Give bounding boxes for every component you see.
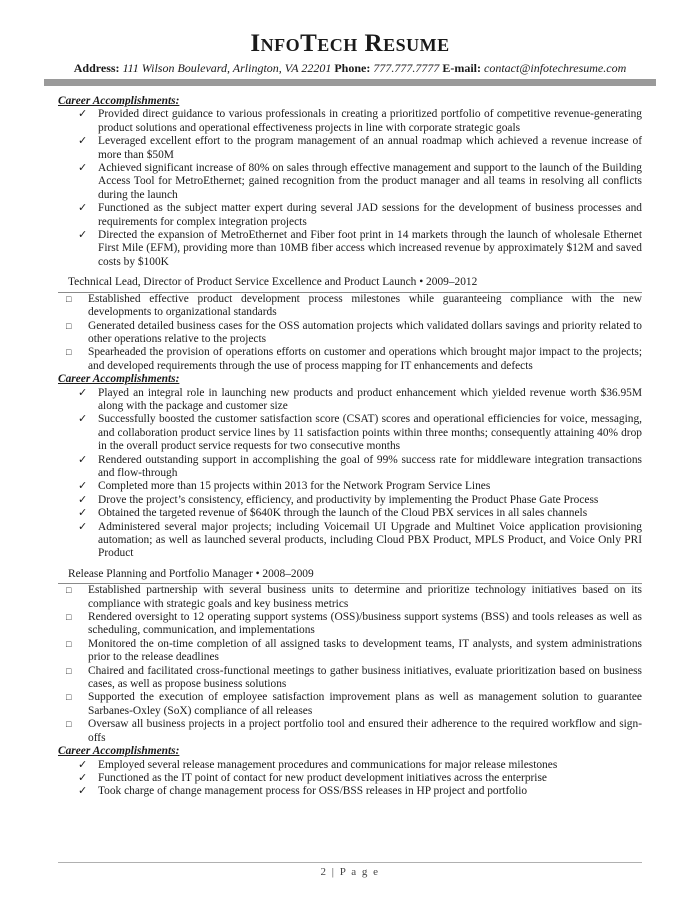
accomplishment-list (58, 759, 642, 799)
list-item: ✓ Rendered outstanding support in accomplishing the goal of 99% success rate for middleware integration transactions and flow-through (78, 453, 642, 479)
list-item: ✓ Completed more than 15 projects within 2013 for the Network Program Service Lines (78, 480, 491, 493)
check-icon: ✓ (78, 771, 88, 784)
list-item: □ Rendered oversight to 12 operating support systems (OSS)/business support systems (BSS) and tools releases as well as scheduling, communication, and implementations (66, 611, 642, 637)
check-icon: ✓ (78, 135, 88, 148)
check-icon: ✓ (78, 758, 88, 771)
list-item: □ Established partnership with several business units to determine and prioritize technology initiatives based on its compliance with strategic goals and key business metrics (66, 584, 642, 610)
address-label: Address: (73, 61, 120, 75)
accomplishment-list (58, 387, 642, 561)
square-bullet-icon: □ (66, 638, 72, 649)
check-icon: ✓ (78, 162, 88, 175)
check-icon: ✓ (78, 413, 88, 426)
square-bullet-icon: □ (66, 612, 72, 623)
contact-line (0, 61, 700, 76)
list-item: □ Spearheaded the provision of operations efforts on customer and operations which brought major impact to the projects; and developed requirements through the use of process mapping for IT enhancements and defects (66, 346, 642, 372)
list-item: ✓ Played an integral role in launching new products and product enhancement which yielded revenue worth $36.95M along with the package and customer size (78, 386, 642, 412)
list-item: □ Supported the execution of employee satisfaction improvement plans as well as management solution to guarantee Sarbanes-Oxley (SoX) compliance of all releases (66, 691, 642, 717)
check-icon: ✓ (78, 453, 88, 466)
square-bullet-icon: □ (66, 320, 72, 331)
check-icon: ✓ (78, 480, 88, 493)
list-item: ✓ Provided direct guidance to various professionals in creating a prioritized portfolio of competitive revenue-generating product solutions and operational effectiveness projects in line with corporate strategic goals (78, 108, 642, 134)
check-icon: ✓ (78, 520, 88, 533)
list-item: ✓ Obtained the targeted revenue of $640K through the launch of the Cloud PBX services in all sales channels (78, 507, 588, 520)
resume-header (0, 0, 700, 86)
list-item: □ Chaired and facilitated cross-functional meetings to gather business initiatives, evaluate prioritization based on business cases, as well as propose business solutions (66, 664, 642, 691)
list-item: □ Monitored the on-time completion of all assigned tasks to development teams, IT analysts, and system administrations prior to the release deadlines (66, 637, 642, 664)
phone-label: Phone: (334, 61, 371, 75)
square-bullet-icon: □ (66, 719, 72, 730)
resume-title: InfoTech Resume (250, 30, 450, 57)
list-item: ✓ Functioned as the IT point of contact for new product development initiatives across the enterprise (78, 771, 547, 784)
list-item: □ Generated detailed business cases for the OSS automation projects which validated dollars savings and priority related to other operations relative to the projects (66, 319, 642, 345)
header-divider (44, 79, 656, 86)
list-item: □ Established effective product development process milestones while guaranteeing compliance with the new developments to organizational standards (66, 292, 642, 319)
check-icon: ✓ (78, 202, 88, 215)
list-item: ✓ Employed several release management procedures and communications for major release milestones (78, 758, 558, 771)
check-icon: ✓ (78, 386, 88, 399)
check-icon: ✓ (78, 785, 88, 798)
email-label: E-mail: (442, 61, 482, 75)
square-bullet-icon: □ (66, 692, 72, 703)
list-item: ✓ Took charge of change management process for OSS/BSS releases in HP project and portfolio (78, 785, 528, 798)
duty-list (58, 293, 642, 373)
list-item: ✓ Leveraged excellent effort to the program management of an annual roadmap which achieved a revenue increase of more than $50M (78, 135, 642, 161)
list-item: ✓ Successfully boosted the customer satisfaction score (CSAT) scores and operational efficiencies for voice, messaging, and collaboration product service lines by 11 satisfaction points within three months; consequently attaining 40% drop in the overall product service requests for two consecutive months (78, 413, 642, 453)
career-accomplishments-heading: Career Accomplishments: (58, 745, 180, 758)
list-item: □ Oversaw all business projects in a project portfolio tool and ensured their adherence to the required workflow and sign-offs (66, 718, 642, 744)
career-accomplishments-heading: Career Accomplishments: (58, 95, 180, 107)
footer-divider (58, 862, 642, 863)
list-item: ✓ Achieved significant increase of 80% on sales through effective management and support to the launch of the Building Access Tool for MetroEthernet; gained recognition from the product manager and all teams in resolving all conflicts during the launch (78, 162, 642, 201)
duty-list (58, 584, 642, 745)
list-item: ✓ Administered several major projects; including Voicemail UI Upgrade and Multinet Voice application provisioning automation; as well as launched several products, including Cloud PBX Product, MPLS Product, and Voice Only PRI Product (78, 520, 642, 560)
check-icon: ✓ (78, 507, 88, 520)
list-item: ✓ Functioned as the subject matter expert during several JAD sessions for the development of business processes and requirements for complex integration projects (78, 202, 642, 228)
square-bullet-icon: □ (66, 585, 72, 596)
check-icon: ✓ (78, 229, 88, 242)
check-icon: ✓ (78, 493, 88, 506)
job-title-technical-lead: Technical Lead, Director of Product Service Excellence and Product Launch • 2009–2012 (58, 276, 642, 292)
check-icon: ✓ (78, 108, 88, 121)
career-accomplishments-heading: Career Accomplishments: (58, 373, 180, 386)
square-bullet-icon: □ (66, 665, 72, 676)
phone-value: 777.777.7777 (373, 61, 440, 75)
email-value[interactable]: contact@infotechresume.com (484, 61, 627, 75)
list-item: ✓ Directed the expansion of MetroEthernet and Fiber foot print in 14 markets through the launch of wholesale Ethernet First Mile (EFM), providing more than 10MB fiber access which increased revenue by approximately $12M and saved costs by $100K (78, 229, 642, 268)
accomplishment-list (58, 108, 642, 269)
square-bullet-icon: □ (66, 347, 72, 358)
resume-body (58, 95, 642, 799)
job-title-release-planning: Release Planning and Portfolio Manager • 2008–2009 (58, 568, 642, 584)
page-number: 2 | P a g e (320, 866, 380, 878)
list-item: ✓ Drove the project’s consistency, efficiency, and productivity by implementing the Product Phase Gate Process (78, 493, 599, 506)
address-value: 111 Wilson Boulevard, Arlington, VA 22201 (122, 61, 332, 75)
square-bullet-icon: □ (66, 293, 72, 304)
